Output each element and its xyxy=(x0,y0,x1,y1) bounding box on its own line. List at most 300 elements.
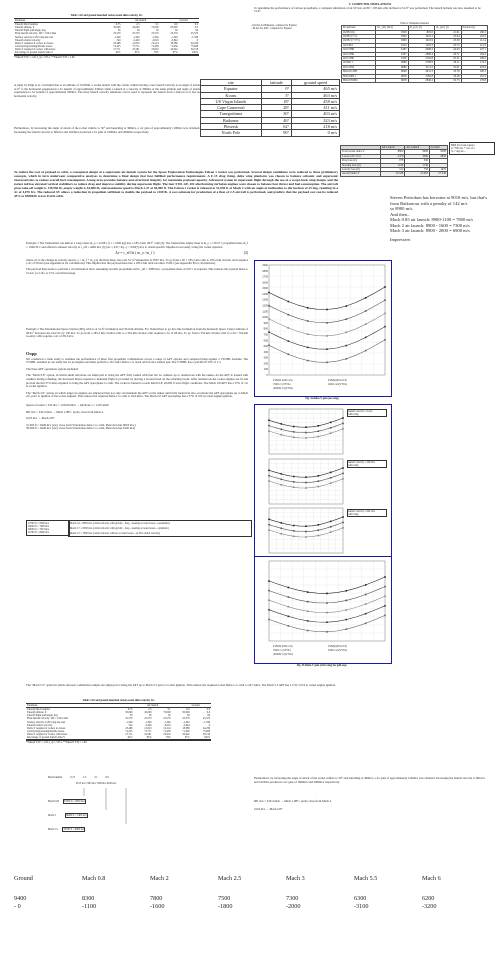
right-paragraph: Furthermore, by increasing the angle of attack of the rocket vehicle to 30° and launching at 360m/s, a Δv gain of approximately 1100m/s was obtained. Increasing the launch velocity to 661m/s and 1023m/s produced a Δv gain of 1600m/s and 2000m/s respectively. xyxy=(254,776,485,784)
table1-cell: 20,042 xyxy=(170,47,178,51)
chart-3a-svg xyxy=(255,261,391,396)
table1-copy-cell: Takeoff Mach number xyxy=(27,708,51,712)
series-marker xyxy=(305,482,307,484)
table1-copy-cell: +2,438 xyxy=(163,729,171,733)
table1-cell: +5,928 xyxy=(190,44,198,48)
table1-copy-cell: Gravity/drag/steering/throttle losses xyxy=(27,729,65,733)
series-marker xyxy=(346,332,348,334)
table1-copy-cell: 24,230 xyxy=(202,726,210,730)
mach-diagram-label: Mach 2 xyxy=(48,814,56,817)
sim-cell: 23.04 xyxy=(435,34,461,38)
side-note-4: Mach 0.85 air launch: 8900-1100 = 7800 m/s xyxy=(390,217,474,222)
sim-cell: 100.5 xyxy=(461,70,487,74)
example-2-text: The International Space Station (ISS) orbit is at 51.6° inclination and 354 km altitude. For VentureStar to go into this inclination from the Kennedy Space Center latitude of 28.61° increases the total Δv by 130 m/s. To go from a 185.2 km circular orbit to a 354 km circular orbit requires a Δv of 96 m/s. To go from a 354 km circular orbit to a 20 × 354 km re-entry orbit requires a Δv of 38.3 m/s. xyxy=(26,327,248,339)
bottom-cell: 6300 xyxy=(354,895,367,902)
figure-3a xyxy=(254,260,392,397)
sim-cell: 112.4 xyxy=(461,39,487,43)
sim-cell: O2/C3H6 xyxy=(342,56,376,60)
bottom-table xyxy=(14,875,494,925)
study-paragraph: A study by Klijn et al. concluded that at an altitude of 13,056m, a rocket launch with the carrier vehicle having a zero launch velocity at an angle of attack of 0° to the horizontal experienced a Δv benefit of approximately 434m/s while a launch at a velocity of 360m/s at the same altitude and angle of attack experienced a Δv benefit of approximately 900m/s. The most launch velocity situations can be used to represent the launch from a balloon so it has no horizontal velocity. xyxy=(14,83,200,98)
mach-box-left: 27000 ft ≈ 8500 m/s 26000 ft ≈ 7400 m/s 26000 ft ≈ 7023 m/s 20700 ft ≈ 6900 m/s xyxy=(26,520,70,536)
table1-cell: 92% xyxy=(115,51,121,55)
table1-cell: 25,570 xyxy=(113,32,121,36)
series-marker xyxy=(268,480,270,482)
series-marker xyxy=(365,623,367,625)
chart-3b-svg xyxy=(255,405,391,557)
sim-cell: 118.5 xyxy=(461,34,487,38)
table1-copy-header-ground: Ground xyxy=(191,704,200,708)
losses-table xyxy=(340,145,448,177)
example-1-equation xyxy=(26,252,248,256)
latitude-cell: Plesetsk xyxy=(201,124,262,130)
example-1-lead: Example 1 xyxy=(26,241,39,245)
table1-cell: -2,420 xyxy=(132,38,140,42)
table1-copy-cell: 18,386 xyxy=(182,726,190,730)
table1-cell: 0.75 xyxy=(115,23,121,27)
table1-copy-cell: -744 xyxy=(127,723,133,727)
losses-cell: 978 xyxy=(380,159,405,163)
sim-caption: Table 4: Simulation Results xyxy=(400,22,429,25)
example-1-after: where Δv is the change in velocity and m_o = m_f + m_p is the final mass, the total Δv of VentureStar is 9567 m/s. To go from a 20 × 185.2 km orbit to 185.2 km circular orbit requires a Δv of 58 m/s (see Appendix A for calculations). This implies that the payload mass into a 185.2 km orbit becomes 15.60 t (see Appendix B for calculations). xyxy=(26,257,248,266)
table1-copy-cell: 25,570 xyxy=(202,717,210,721)
series-marker xyxy=(268,580,270,582)
series-marker xyxy=(326,348,328,350)
series-marker xyxy=(268,590,270,592)
table1-copy-cell: +5,928 xyxy=(202,729,210,733)
legend-entry: 1940 m/s(VTOL) xyxy=(328,649,348,652)
sim-cell: 9156 xyxy=(375,56,408,60)
sim-grid xyxy=(341,25,488,83)
series-marker xyxy=(330,432,332,434)
sim-header: Propellants xyxy=(342,26,376,30)
sim-cell: 174.3 xyxy=(461,61,487,65)
series-marker xyxy=(307,360,309,362)
series-marker xyxy=(293,437,295,439)
series-marker xyxy=(268,345,270,347)
sim-cell: 160.5 xyxy=(461,30,487,34)
series-marker xyxy=(268,292,270,294)
sim-cell: 23.59 xyxy=(435,39,461,43)
table1-cell: 21,214 xyxy=(151,41,159,45)
y-tick-label: 1600 xyxy=(262,281,268,285)
series-marker xyxy=(268,430,270,432)
table1-copy-cell: 30 xyxy=(148,714,152,718)
oopp-calc4: 39 000 ft ≈ 9449 m/s (very close from Stratobalse delta-v to orbit, Pietrobon has 9120 m/s) xyxy=(26,426,136,431)
sim-cell: 9069 xyxy=(375,70,408,74)
y-tick-label: 100 xyxy=(263,368,268,372)
table1-copy-footnote: *Takeoff T/W = 1.20, I_sp = 525 s. **Takeoff T/W = 1.60. xyxy=(26,740,211,744)
series-marker xyxy=(288,327,290,329)
latitude-cell: 323 m/s xyxy=(292,117,340,123)
mach-box-item: Mach 2.7 = 8300 m/s (orbital velocity with gravity - drag - steering account losses - optimistic) xyxy=(70,527,169,531)
legend-entry: F15(60 k/20 m/s) xyxy=(273,645,293,648)
table1-copy-cell: 25,581 xyxy=(144,732,152,736)
losses-note: 8800 m/s from equator at 7700 m/s + cost of a 51.7 deg inc... xyxy=(449,142,495,155)
table1-copy-cell: 23,486 xyxy=(125,726,133,730)
table1-cell: 24,230 xyxy=(190,41,198,45)
y-tick-label: 300 xyxy=(263,356,268,360)
sim-notes xyxy=(251,24,341,30)
side-note-5: Mach 2 air launch: 8900 - 1600 = 7300 m/s xyxy=(390,222,470,228)
bottom-cell: -2000 xyxy=(286,903,301,910)
latitude-row xyxy=(201,130,340,136)
y-tick-label: 1800 xyxy=(262,269,268,273)
series-marker xyxy=(330,526,332,528)
table1-cell: 25,581 xyxy=(132,47,140,51)
sim-cell: O2/C3H8 xyxy=(342,48,376,52)
series-marker xyxy=(268,470,270,472)
series-marker xyxy=(384,339,386,341)
series-marker xyxy=(365,584,367,586)
latitude-cell: 0° xyxy=(261,86,291,92)
sim-note-a: -142 m/s for Baikonur, compared to Equator xyxy=(251,24,298,27)
series-marker xyxy=(307,320,309,322)
series-marker xyxy=(305,536,307,538)
sim-cell: 113.5 xyxy=(461,43,487,47)
legend-entry: F15(60 k/20 m/s) xyxy=(273,379,293,382)
series-marker xyxy=(318,486,320,488)
table1-cell: +1,656 xyxy=(170,44,178,48)
table1-copy-cell: +4,225 xyxy=(125,729,133,733)
latitude-cell: 62° xyxy=(261,124,291,130)
losses-cell: 1740 xyxy=(405,163,430,167)
series-marker xyxy=(330,477,332,479)
legend-entry: 1940 m/s(VTOL) xyxy=(328,383,348,386)
table1-cell: Delta-V required of rocket, no losses xyxy=(15,41,54,45)
table1-copy-cell: -3,016 xyxy=(163,723,171,727)
series-marker xyxy=(281,479,283,481)
losses-cell: 2470 xyxy=(380,154,405,158)
sim-cell: H2O2/N2H4 xyxy=(342,78,376,82)
series-marker xyxy=(288,340,290,342)
series-marker xyxy=(384,615,386,617)
bottom-cell: Mach 6 xyxy=(422,875,441,882)
mach-diagram-row-3 xyxy=(48,828,85,831)
series-marker xyxy=(305,531,307,533)
series-marker xyxy=(346,600,348,602)
oopp-p4: The "Mach 2.0" option, in which larger jet engines are employed that not only can maintain the APT on the tanker until fully fueled but also accelerate the APT spaceplane up to Mach 2.0, prior to ignition of the rocket engines. This reduces the required Delta-v to orbit to 24.0 km/s. The Mach 2.0 APT spaceplane has a T/W of 0.8 at rocket engine ignition. xyxy=(26,390,248,399)
y-tick-label: 600 xyxy=(263,339,268,343)
legend-entry: (20000 m)(VTOL) xyxy=(273,387,294,390)
table1-copy-cell: 25,570 xyxy=(144,717,152,721)
bottom-cell: Mach 2 xyxy=(150,875,169,882)
series-marker xyxy=(326,309,328,311)
series-marker xyxy=(305,432,307,434)
sim-cell: 9302 xyxy=(375,34,408,38)
series-marker xyxy=(365,323,367,325)
series-marker xyxy=(293,431,295,433)
table1-cell: 30 xyxy=(136,29,140,33)
figure-3a-caption: Fig. 3a Delta-V gain (no wing) xyxy=(305,397,339,400)
y-tick-label: 200 xyxy=(263,362,268,366)
series-marker xyxy=(307,620,309,622)
side-note-7: Impressive. xyxy=(390,236,412,242)
side-note-3: And then... xyxy=(390,211,411,217)
table1-copy-cell: Percentage of ground launch delta-V xyxy=(27,736,66,740)
series-marker xyxy=(305,476,307,478)
latitude-cell: North Pole xyxy=(201,130,262,136)
latitude-table xyxy=(200,79,340,137)
oopp-p2: The three APT operations options included: xyxy=(26,366,79,371)
oopp-label: Oopp xyxy=(26,351,37,356)
losses-header: Air Launch xyxy=(405,146,430,150)
losses-cell: 21,963 xyxy=(405,172,430,176)
series-marker xyxy=(346,345,348,347)
table1-cell: 30 xyxy=(117,29,121,33)
latitude-cell: 18° xyxy=(261,98,291,104)
mach-diagram-h0: Mach number xyxy=(48,776,63,779)
series-marker xyxy=(281,484,283,486)
latitude-cell: 90° xyxy=(261,130,291,136)
table1-cell: Delta-V required of rocket, with losses xyxy=(15,47,56,51)
table1-copy-cell: 0.75 xyxy=(127,708,133,712)
sim-cell: 24.03 xyxy=(435,48,461,52)
study-paragraph-2: Furthermore, by increasing the angle of attack of the rocket vehicle to 30° and launching at 360m/s, a Δv gain of approximately 1100m/s was obtained. Increasing the launch velocity to 661m/s and 1023m/s produced a Δv gain of 1600m/s and 2000m/s respectively. xyxy=(14,126,200,134)
series-marker xyxy=(384,586,386,588)
sim-cell: 9080 xyxy=(375,65,408,69)
series-marker xyxy=(365,603,367,605)
table1-copy-cell: 92% xyxy=(127,736,133,740)
series-marker xyxy=(268,519,270,521)
series-marker xyxy=(326,631,328,633)
series-marker xyxy=(330,427,332,429)
series-marker xyxy=(281,533,283,535)
table1-cell: Gravity/drag/steering/throttle losses xyxy=(15,44,53,48)
losses-row xyxy=(341,172,448,176)
table1-cell: -1,340 xyxy=(191,35,198,39)
section-title: V. COMPUTER SIMULATIONS xyxy=(348,2,392,6)
table1-copy-cell: Takeoff altitude, ft xyxy=(27,711,47,715)
mach-diagram-value: 20700 ft ≈ 6900 m/s xyxy=(63,828,85,831)
legend-3b-b: launch velocity = 200 m/s with wing xyxy=(347,460,387,468)
table1-cell: 67% xyxy=(172,51,178,55)
y-tick-label: 1900 xyxy=(262,264,268,267)
sim-cell: 21.91 xyxy=(435,30,461,34)
series-marker xyxy=(326,602,328,604)
table1-cell: 18,386 xyxy=(170,41,178,45)
series-marker xyxy=(268,524,270,526)
figure-3b-caption: Fig. 3b Delta-V gain (with wing) for gull orgs. xyxy=(296,664,348,667)
bottom-cell: 7300 xyxy=(286,895,299,902)
series-marker xyxy=(293,536,295,538)
mach-diagram-label: Mach 5.5 xyxy=(48,828,58,831)
mach-diagram xyxy=(48,776,228,841)
series-marker xyxy=(305,426,307,428)
table1-copy-cell: 100% xyxy=(203,736,210,740)
table1-header-air: Air launch xyxy=(135,19,147,23)
sim-cell: 2111.5 xyxy=(408,65,434,69)
series-marker xyxy=(307,611,309,613)
mach-box-item: Mach 2.6 = 8683 m/s (orbital velocity with gravity - drag - steering account losses - pessimistic) xyxy=(70,522,170,525)
table1-cell: 85,000 xyxy=(170,26,178,30)
table1-cell: -744 xyxy=(115,38,121,42)
table1-copy-cell: 78% xyxy=(165,736,171,740)
table1-cell: Final inertial velocity, 100 × 100 n mile xyxy=(15,32,57,36)
series-marker xyxy=(307,630,309,632)
series-marker xyxy=(342,522,344,524)
table1-cell: 0.0 xyxy=(194,23,198,27)
losses-header: Air Launch xyxy=(380,146,405,150)
abstract-paragraph: To reduce the cost of payload to orbit, a conceptual design of a supersonic air-launch system for the Space Exploration Technologies Falcon 1 rocket was performed. Several design candidates were reduced to three preliminary concepts, which in turn underwent comparative analyses to determine a final design that best fulfilled performance requirements. A F-15 drag rising, delta wing planform was chosen to balance subsonic and supersonic characteristics to reduce overall fuel consumption. A long area provides balance and structural integrity for maximum payload capacity. Advanced system in supersonic flight through the use of a swept-back wing design, and the rocket tail has elevated vertical stabilizers to reduce drag and improve stability during supersonic flight. The four F101-GE-102 afterburning turbofan engines were chosen to balance best thrust and fuel consumption. The aircraft gross take-off weight is 139,950 lb, empty weight is 54,800 lb, and maximum speed is Mach 2.47 at 50,000 ft. The Falcon 1 rocket is released at 51,000 ft at Mach 2 with an angle of inclination to the horizon of 25 deg, resulting in a Δv of 4,070 ft/s. The reduced ΔV allows a reduction in propellant sufficient to double the payload to 2100 lb. A cost estimate for production of a fleet of 2-5 aircraft is performed, and predicts that the payload cost can be reduced 45% to $5800/lb to low Earth orbit. xyxy=(14,170,338,198)
table1-copy-cell: -1,340 xyxy=(125,720,133,724)
table1-cell: Takeoff altitude, ft xyxy=(15,26,35,30)
table1-copy-cell: 3.1 xyxy=(167,708,171,712)
series-marker xyxy=(384,605,386,607)
series-marker xyxy=(318,535,320,537)
sim-cell: 9330 xyxy=(375,30,408,34)
mach-diagram-value: 26000 ft ≈ 7403 m/s xyxy=(65,814,87,817)
series-marker xyxy=(281,528,283,530)
series-marker xyxy=(318,480,320,482)
mach-box-right xyxy=(68,520,252,537)
series-marker xyxy=(288,301,290,303)
legend-entry: (20000 m)(VTOL) xyxy=(273,653,294,656)
table1-copy-cell: 27,711 xyxy=(125,732,133,736)
legend-entry: 7020 m (VTOL) xyxy=(273,383,291,386)
sim-cell: 107.1 xyxy=(461,48,487,52)
bottom-cell: -3100 xyxy=(354,903,369,910)
losses-cell: 312 xyxy=(380,168,405,172)
table1-copy-cell: 30 xyxy=(129,714,133,718)
series-marker xyxy=(288,354,290,356)
table1-cell: 25,570 xyxy=(132,32,140,36)
table1-copy-cell: Delta-V required of rocket, no losses xyxy=(27,726,66,730)
mach-box-item: Mach 2.5 = 7800 m/s (orbital velocity with no account losses - air ISS orbital velocity) xyxy=(70,532,161,536)
series-marker xyxy=(305,487,307,489)
losses-cell: Ascent Delta-V xyxy=(341,172,381,176)
sim-cell: 9038 xyxy=(375,78,408,82)
series-marker xyxy=(384,595,386,597)
losses-cell: Total ascent delta-V xyxy=(341,150,381,154)
series-marker xyxy=(346,609,348,611)
table1-copy-cell: 6.0 xyxy=(186,708,190,712)
table1-copy-cell: 20,042 xyxy=(182,732,190,736)
series-marker xyxy=(384,576,386,578)
table1-cell: 23,652 xyxy=(151,47,159,51)
series-marker xyxy=(268,318,270,320)
series-marker xyxy=(326,362,328,364)
table1-copy-cell: 90 xyxy=(207,714,210,718)
latitude-cell: 28° xyxy=(261,105,291,111)
table1 xyxy=(14,14,199,59)
table1-cell: -5,844 xyxy=(170,38,178,42)
series-marker xyxy=(307,333,309,335)
table1-cell: -1,340 xyxy=(170,35,178,39)
oopp-calc1: 681 m/s × 2451 km/h → Mach 1.985 : pretty close from Mach 2. xyxy=(26,409,104,414)
sim-cell: 178.8 xyxy=(461,78,487,82)
series-marker xyxy=(288,625,290,627)
table1-grid xyxy=(14,18,199,55)
y-tick-label: 800 xyxy=(263,327,268,331)
sim-cell: 895.0 xyxy=(408,30,434,34)
table1-cell: 25,570 xyxy=(190,32,198,36)
mach-diagram-h3: 3.1 xyxy=(94,776,98,779)
losses-cell: Losses (ΔV, ft/s) xyxy=(341,154,381,158)
y-tick-label: 400 xyxy=(263,350,268,354)
sim-header: Δv_{id} (m/s) xyxy=(375,26,408,30)
series-marker xyxy=(326,621,328,623)
sim-cell: 9390 xyxy=(375,39,408,43)
sim-cell: 18.28 xyxy=(435,74,461,78)
table1-copy-cell: +3,771 xyxy=(144,729,152,733)
sim-cell: 108.5 xyxy=(461,56,487,60)
losses-cell: 2850 xyxy=(430,154,448,158)
legend-3b-a: launch velocity = 0 m/s with wing xyxy=(347,409,387,417)
series-marker xyxy=(307,601,309,603)
series-marker xyxy=(342,478,344,480)
series-marker xyxy=(305,437,307,439)
table1-cell: 100% xyxy=(191,51,198,55)
series-marker xyxy=(293,525,295,527)
table1-cell: +3,771 xyxy=(132,44,140,48)
losses-cell: 590 xyxy=(405,159,430,163)
table1-cell: Takeoff Mach number xyxy=(15,23,39,27)
table1-cell: 30 xyxy=(155,29,159,33)
y-tick-label: 1000 xyxy=(262,316,268,320)
losses-cell: 23,548 xyxy=(380,172,405,176)
sim-cell: 104.2 xyxy=(461,52,487,56)
series-marker xyxy=(305,525,307,527)
table1-copy-cell: -1,340 xyxy=(163,720,171,724)
series-marker xyxy=(346,358,348,360)
table1-cell: 90 xyxy=(195,29,198,33)
oopp-p3: The "Mach 0.8" option, in which small turbofans are employed to bring the APT fully loaded with fuel but no oxidizer up to rendezvous with the tanker. As the APT is loaded with oxidizer during refueling, the increased thrust required to maintain flight is provided by placing a boosted lead on the refueling boom. After rendezvous the rocket engines are lit and provide the full 37.0 km/s required to bring the APT spaceplane to orbit. The rocket is burned to reach Mach 0.8, 20,000 ft level flight conditions. The Mach 0.8 APT has a T/W of 1.0 at rocket ignition. xyxy=(26,373,248,389)
mach-diagram-header xyxy=(48,776,228,779)
table1-copy-cell: 45,000 xyxy=(144,711,152,715)
right-calc-2: 1023 m/s → Mach 2.87 xyxy=(254,807,283,811)
table1-copy-cell: 21,810 xyxy=(144,726,152,730)
sim-cell: 1022.1 xyxy=(408,34,434,38)
latitude-cell: 411 m/s xyxy=(292,105,340,111)
table1-copy-cell: 0 xyxy=(208,723,210,727)
table1-footnote: *Takeoff T/W = 1.20, I_sp = 525 s. **Takeoff T/W = 1.60. xyxy=(14,55,199,59)
example-2-lead: Example 2 xyxy=(26,327,39,331)
sim-header: m_{p1} (t) xyxy=(408,26,434,30)
latitude-cell: 218 m/s xyxy=(292,124,340,130)
latitude-header: ground speed xyxy=(292,80,340,86)
latitude-cell: 30° xyxy=(261,111,291,117)
table1-copy-cell: -2,420 xyxy=(144,723,152,727)
sim-note-b: - 36 m/s for KSC, compared to Equator xyxy=(251,27,292,31)
losses-cell: 750 xyxy=(405,168,430,172)
series-marker xyxy=(326,322,328,324)
bottom-cell: - 0 xyxy=(14,903,21,910)
series-marker xyxy=(288,606,290,608)
table1-cell: -3,016 xyxy=(151,38,159,42)
chart-3c-svg xyxy=(255,557,391,663)
legend-entry: F15(E)(36 k/1.6) xyxy=(328,379,347,382)
bottom-cell: Ground xyxy=(14,875,33,882)
series-marker xyxy=(342,417,344,419)
series-marker xyxy=(281,522,283,524)
sim-cell: 2680.4 xyxy=(408,52,434,56)
legend-entry: F15(E)(36 k/1.6) xyxy=(328,645,347,648)
series-marker xyxy=(293,481,295,483)
sim-cell: 9089 xyxy=(375,61,408,65)
table1-cell: 30,158 xyxy=(190,47,198,51)
series-marker xyxy=(365,350,367,352)
side-note-6: Mach 3 air launch: 8900 - 2000 = 6900 m/s xyxy=(390,228,470,233)
losses-cell: Steering loss (ft) xyxy=(341,163,381,167)
series-marker xyxy=(293,530,295,532)
mach-diagram-h2: 2.5 xyxy=(83,776,87,779)
sim-cell: 2104.8 xyxy=(408,56,434,60)
example-1-text: The VentureStar can deliver a cargo mass m_p = 22.68 t (1 t = 1000 kg) into a 185.2 km, 28.5° orbit [3]. The VentureStar empty mass is m_e = 116.57 t; propellant mass m_f = 1049.30 t; and effective exhaust velocity is c_eff = 4462 m/s [3] (Δv = 9.8 × ln(...) ~ 9.00(?) m/s to obtain specific impulse in seconds). Using the rocket equation xyxy=(26,241,248,249)
sim-cell: 3182.8 xyxy=(408,74,434,78)
table1-cell: 0.0 xyxy=(194,26,198,30)
sim-cell: O2/H2 (7.5) xyxy=(342,34,376,38)
table1-cell: -1,340 xyxy=(132,35,140,39)
